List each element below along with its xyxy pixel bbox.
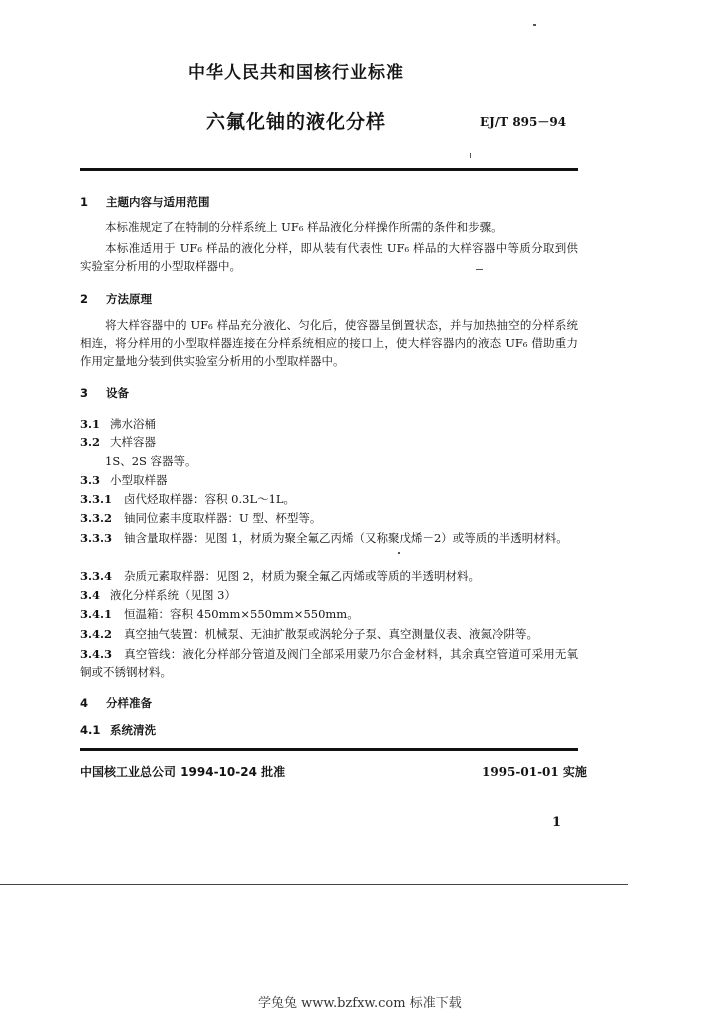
section-2-heading: 2 方法原理	[80, 292, 152, 306]
clause-3-3-4: 3.3.4 杂质元素取样器：见图 2，材质为聚全氟乙丙烯或等质的半透明材料。	[80, 569, 480, 583]
clause-3-4-1: 3.4.1 恒温箱：容积 450mm×550mm×550mm。	[80, 607, 359, 621]
scan-speck	[470, 153, 471, 158]
clause-3-4-2: 3.4.2 真空抽气装置：机械泵、无油扩散泵或涡轮分子泵、真空测量仪表、液氮冷阱等。	[80, 627, 538, 641]
clause-3-1: 3.1 沸水浴桶	[80, 417, 156, 431]
effective-date: 1995-01-01 实施	[482, 765, 587, 779]
scan-speck	[476, 269, 483, 270]
clause-4-1: 4.1 系统清洗	[80, 723, 156, 737]
bottom-divider	[80, 748, 578, 751]
section-2-paragraph: 将大样容器中的 UF₆ 样品充分液化、匀化后，使容器呈倒置状态，并与加热抽空的分样系统相连，将分样用的小型取样器连接在分样系统相应的接口上，使大样容器内的液态 UF₆ 借助重力作用定量地分装到供实验室分析用的小型取样器中。	[80, 318, 578, 368]
clause-3-2: 3.2 大样容器	[80, 435, 156, 449]
watermark-link[interactable]: 学兔兔 www.bzfxw.com 标准下载	[258, 996, 462, 1011]
section-4-heading: 4 分样准备	[80, 696, 152, 710]
clause-3-3-1: 3.3.1 卤代烃取样器：容积 0.3L～1L。	[80, 492, 296, 506]
scan-speck	[398, 552, 400, 554]
section-3-heading: 3 设备	[80, 386, 129, 400]
clause-3-3-2: 3.3.2 铀同位素丰度取样器：U 型、杯型等。	[80, 511, 322, 525]
page-edge-line	[0, 884, 628, 885]
page-number: 1	[552, 815, 562, 830]
section-1-paragraph-2: 本标准适用于 UF₆ 样品的液化分样，即从装有代表性 UF₆ 样品的大样容器中等质分取到供实验室分析用的小型取样器中。	[80, 241, 578, 273]
section-1-paragraph-1: 本标准规定了在特制的分样系统上 UF₆ 样品液化分样操作所需的条件和步骤。	[105, 220, 503, 234]
document-title: 六氟化铀的液化分样	[206, 111, 387, 133]
clause-3-4: 3.4 液化分样系统（见图 3）	[80, 588, 236, 602]
top-divider	[80, 168, 578, 171]
approval-statement: 中国核工业总公司 1994-10-24 批准	[80, 765, 286, 779]
standard-code: EJ/T 895－94	[480, 115, 567, 129]
clause-3-3-3: 3.3.3 铀含量取样器：见图 1，材质为聚全氟乙丙烯（又称聚戊烯－2）或等质的半透明材料。	[80, 531, 568, 545]
scan-speck	[533, 24, 536, 26]
standard-category-header: 中华人民共和国核行业标准	[188, 63, 404, 83]
clause-3-3: 3.3 小型取样器	[80, 473, 168, 487]
clause-3-2-detail: 1S、2S 容器等。	[105, 454, 197, 468]
clause-3-4-3: 3.4.3 真空管线：液化分样部分管道及阀门全部采用蒙乃尔合金材料，其余真空管道可采用无氧铜或不锈钢材料。	[80, 647, 578, 679]
section-1-heading: 1 主题内容与适用范围	[80, 195, 210, 209]
